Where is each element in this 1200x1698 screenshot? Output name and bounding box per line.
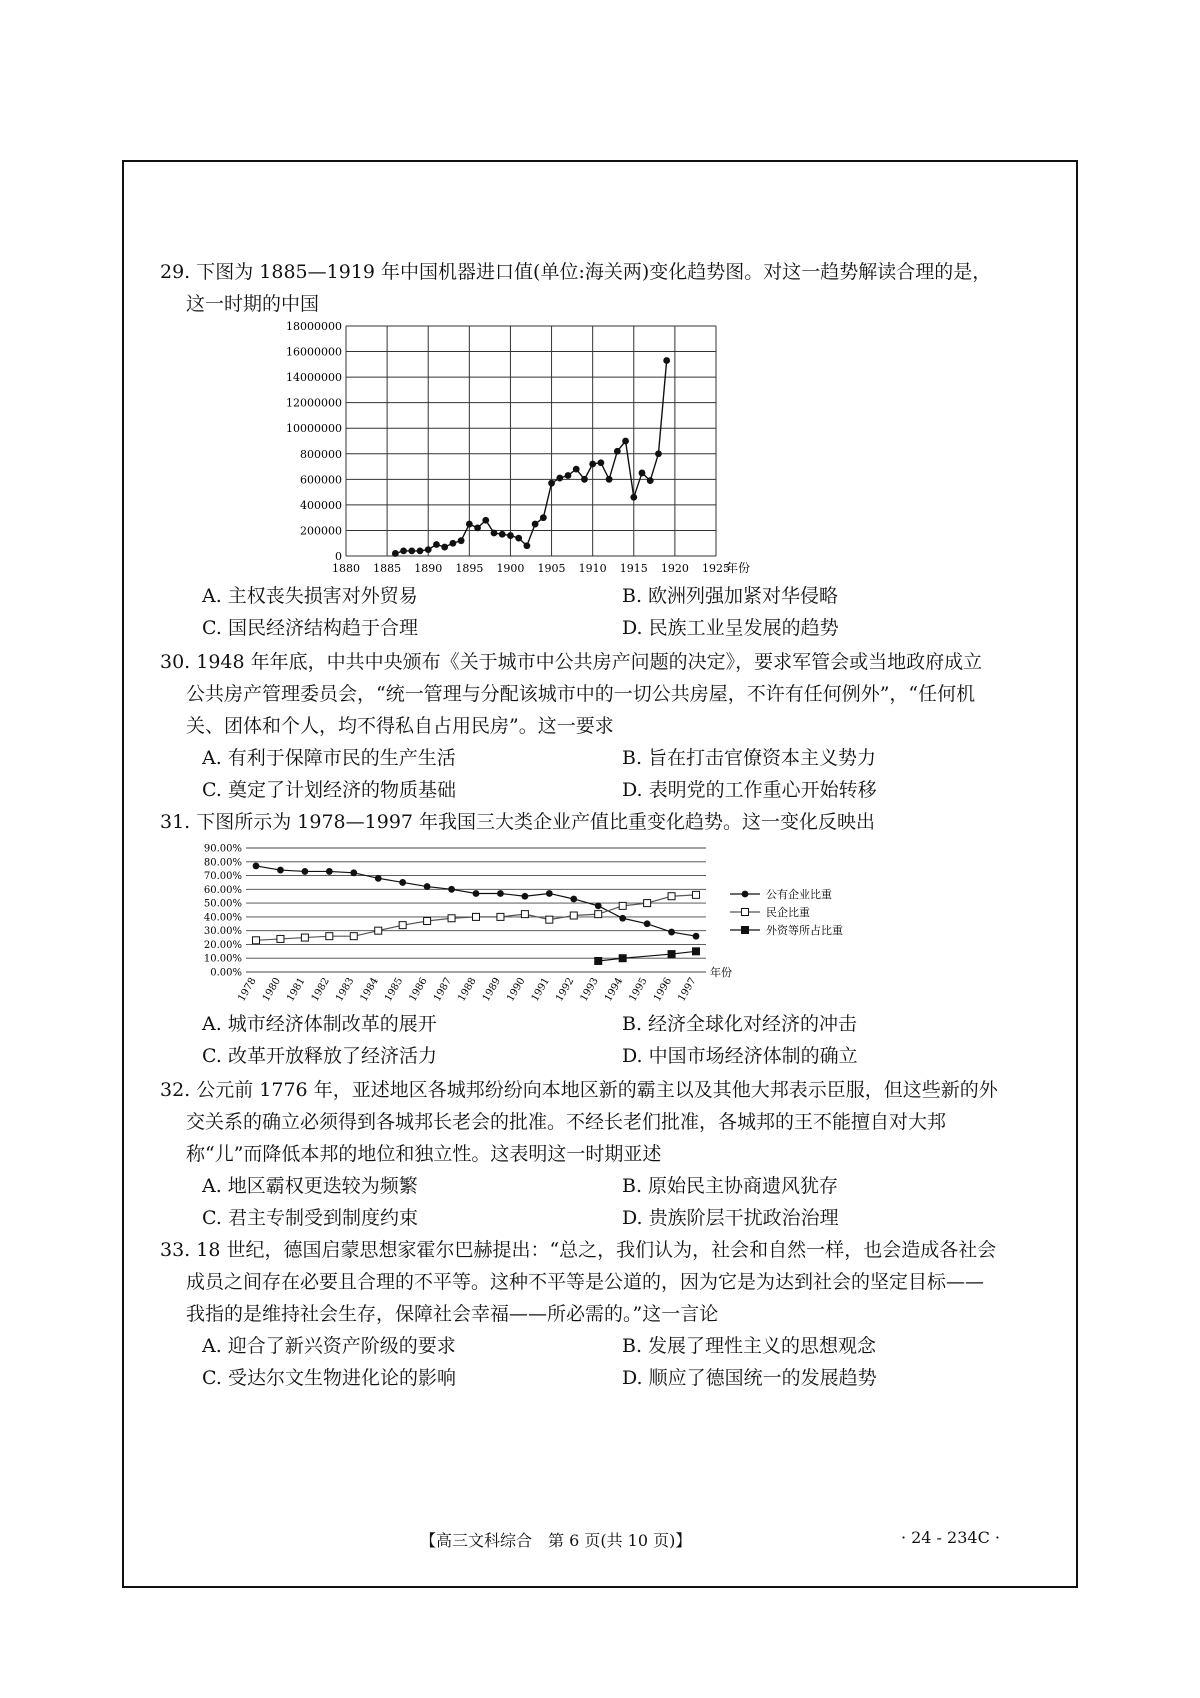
enterprise-share-chart [190, 840, 980, 1020]
y-tick-label: 12000000 [286, 396, 342, 410]
data-point [497, 890, 504, 897]
option-d[interactable]: D. 表明党的工作重心开始转移 [622, 779, 877, 801]
data-point [556, 475, 563, 482]
y-tick-label: 60.00% [203, 884, 242, 896]
data-point [573, 466, 580, 473]
data-point [448, 886, 455, 893]
x-tick-label: 1978 [236, 976, 259, 1004]
data-point [663, 357, 670, 364]
data-point [595, 902, 602, 909]
data-point [399, 879, 406, 886]
data-point [647, 477, 654, 484]
data-point [570, 896, 577, 903]
x-tick-label: 1984 [358, 976, 381, 1004]
y-tick-label: 40.00% [203, 912, 242, 924]
y-tick-label: 50.00% [203, 898, 242, 910]
y-tick-label: 80.00% [203, 857, 242, 869]
x-tick-label: 1992 [554, 976, 577, 1004]
option-a[interactable]: A. 城市经济体制改革的展开 [202, 1013, 437, 1035]
data-point [424, 883, 431, 890]
x-tick-label: 1994 [603, 976, 626, 1004]
question-30-stem: 30. 1948 年年底，中共中央颁布《关于城市中公共房产问题的决定》，要求军管会或当地政府成立公共房产管理委员会，“统一管理与分配该城市中的一切公共房屋，不许有任何例外”，“任何机关、团体和个人，均不得私自占用民房”。这一要求 [160, 651, 983, 737]
option-c[interactable]: C. 改革开放释放了经济活力 [202, 1045, 437, 1067]
option-b[interactable]: B. 经济全球化对经济的冲击 [622, 1013, 858, 1035]
question-29-stem: 29. 下图为 1885—1919 年中国机器进口值(单位:海关两)变化趋势图。对这一趋势解读合理的是，这一时期的中国 [160, 261, 992, 315]
y-tick-label: 400000 [300, 498, 342, 512]
option-b[interactable]: B. 欧洲列强加紧对华侵略 [622, 585, 839, 607]
data-point [507, 532, 514, 539]
y-tick-label: 0.00% [210, 967, 242, 979]
data-point [589, 461, 596, 468]
x-tick-label: 1880 [332, 562, 360, 575]
x-tick-label: 1885 [373, 562, 402, 575]
data-point [253, 863, 260, 870]
data-point [277, 867, 284, 874]
data-point [497, 913, 504, 920]
data-point [408, 547, 415, 554]
data-point [655, 450, 662, 457]
x-tick-label: 1915 [619, 562, 648, 575]
data-point [570, 912, 577, 919]
data-point [491, 530, 498, 537]
data-point [326, 868, 333, 875]
data-point [301, 868, 308, 875]
data-point [424, 918, 431, 925]
x-tick-label: 1989 [480, 976, 504, 1004]
data-point [595, 911, 602, 918]
data-point [619, 955, 626, 962]
option-d[interactable]: D. 贵族阶层干扰政治治理 [622, 1207, 839, 1229]
data-point [466, 521, 473, 528]
data-point [546, 916, 553, 923]
data-point [639, 470, 646, 477]
option-d[interactable]: D. 顺应了德国统一的发展趋势 [622, 1367, 877, 1389]
x-tick-label: 1925 [702, 562, 730, 575]
y-tick-label: 600000 [300, 473, 342, 487]
option-b[interactable]: B. 旨在打击官僚资本主义势力 [622, 747, 877, 769]
x-tick-label: 1900 [496, 562, 525, 575]
option-a[interactable]: A. 有利于保障市民的生产生活 [202, 747, 456, 769]
data-point [277, 935, 284, 942]
x-tick-label: 1988 [456, 976, 479, 1004]
y-tick-label: 20.00% [203, 939, 242, 951]
series-line [256, 866, 696, 936]
x-axis-label: 年份 [710, 966, 732, 979]
y-tick-label: 70.00% [203, 871, 242, 883]
data-point [644, 900, 651, 907]
data-point [614, 448, 621, 455]
x-tick-label: 1995 [627, 976, 650, 1004]
data-point [693, 948, 700, 955]
option-d[interactable]: D. 中国市场经济体制的确立 [622, 1045, 858, 1067]
data-point [644, 920, 651, 927]
question-29 [160, 256, 1000, 320]
y-tick-label: 30.00% [203, 926, 242, 938]
option-a[interactable]: A. 迎合了新兴资产阶级的要求 [202, 1335, 456, 1357]
y-tick-label: 90.00% [203, 843, 242, 855]
data-point [540, 514, 547, 521]
x-tick-label: 1890 [414, 562, 443, 575]
y-tick-label: 200000 [300, 524, 342, 538]
y-tick-label: 10000000 [286, 422, 342, 436]
question-29-options [160, 580, 1000, 644]
data-point [473, 913, 480, 920]
legend-label: 外资等所占比重 [766, 924, 843, 937]
data-point [595, 957, 602, 964]
data-point [482, 517, 489, 524]
data-point [473, 890, 480, 897]
option-a[interactable]: A. 地区霸权更迭较为频繁 [202, 1175, 418, 1197]
option-d[interactable]: D. 民族工业呈发展的趋势 [622, 617, 839, 639]
data-point [474, 524, 481, 531]
legend-marker [742, 891, 749, 898]
x-tick-label: 1895 [455, 562, 484, 575]
question-32 [160, 1074, 1000, 1234]
x-tick-label: 1986 [407, 976, 430, 1004]
data-point [521, 893, 528, 900]
y-tick-label: 10.00% [203, 953, 242, 965]
data-point [619, 902, 626, 909]
x-tick-label: 1996 [651, 976, 675, 1004]
x-tick-label: 1993 [578, 976, 601, 1004]
data-point [441, 544, 448, 551]
option-b[interactable]: B. 原始民主协商遗风犹存 [622, 1175, 839, 1197]
question-30 [160, 646, 1000, 806]
question-33 [160, 1234, 1000, 1394]
data-point [448, 915, 455, 922]
data-point [546, 890, 553, 897]
data-point [619, 915, 626, 922]
x-tick-label: 1983 [334, 976, 357, 1004]
option-c[interactable]: C. 君主专制受到制度约束 [202, 1207, 418, 1229]
question-31-stem: 31. 下图所示为 1978—1997 年我国三大类企业产值比重变化趋势。这一变化反映出 [160, 811, 876, 833]
data-point [449, 540, 456, 547]
y-tick-label: 18000000 [286, 320, 342, 333]
question-32-stem: 32. 公元前 1776 年，亚述地区各城邦纷纷向本地区新的霸主以及其他大邦表示臣服，但这些新的外交关系的确立必须得到各城邦长老会的批准。不经长老们批准，各城邦的王不能擅自对大邦称“儿”而降低本邦的地位和独立性。这表明这一时期亚述 [160, 1079, 998, 1165]
data-point [400, 547, 407, 554]
data-point [350, 869, 357, 876]
question-31 [160, 806, 1000, 838]
data-point [548, 480, 555, 487]
footer-page-info: 【高三文科综合 第 6 页(共 10 页)】 [420, 1531, 692, 1550]
x-tick-label: 1982 [309, 976, 332, 1004]
data-point [499, 531, 506, 538]
data-point [375, 927, 382, 934]
data-point [532, 521, 539, 528]
x-tick-label: 1991 [529, 976, 552, 1004]
x-tick-label: 1985 [383, 976, 406, 1004]
data-point [523, 542, 530, 549]
data-point [253, 937, 260, 944]
y-tick-label: 0 [335, 550, 342, 563]
data-point [417, 547, 424, 554]
data-point [326, 933, 333, 940]
x-axis-label: 年份 [726, 561, 751, 575]
option-c[interactable]: C. 奠定了计划经济的物质基础 [202, 779, 456, 801]
y-tick-label: 14000000 [286, 371, 342, 385]
series-line [598, 951, 696, 961]
option-a[interactable]: A. 主权丧失损害对外贸易 [202, 585, 418, 607]
data-point [606, 476, 613, 483]
data-point [622, 438, 629, 445]
data-point [458, 537, 465, 544]
option-b[interactable]: B. 发展了理性主义的思想观念 [622, 1335, 877, 1357]
data-point [399, 922, 406, 929]
legend-marker [742, 909, 749, 916]
data-point [515, 535, 522, 542]
x-tick-label: 1981 [285, 976, 308, 1004]
option-c[interactable]: C. 受达尔文生物进化论的影响 [202, 1367, 456, 1389]
data-point [693, 933, 700, 940]
data-point [693, 891, 700, 898]
data-point [597, 459, 604, 466]
y-tick-label: 800000 [300, 447, 342, 461]
y-tick-label: 16000000 [286, 345, 342, 359]
data-point [668, 951, 675, 958]
data-point [433, 541, 440, 548]
footer-code: · 24 - 234C · [900, 1528, 1000, 1547]
data-point [350, 933, 357, 940]
question-31-options [160, 1008, 1000, 1072]
x-tick-label: 1997 [676, 976, 699, 1004]
legend-label: 公有企业比重 [766, 888, 832, 901]
data-point [668, 893, 675, 900]
question-33-stem: 33. 18 世纪，德国启蒙思想家霍尔巴赫提出：“总之，我们认为，社会和自然一样，也会造成各社会成员之间存在必要且合理的不平等。这种不平等是公道的，因为它是为达到社会的坚定目标——我指的是维持社会生存，保障社会幸福——所必需的。”这一言论 [160, 1239, 997, 1325]
data-point [301, 934, 308, 941]
data-point [375, 875, 382, 882]
legend-marker [742, 927, 749, 934]
option-c[interactable]: C. 国民经济结构趋于合理 [202, 617, 418, 639]
data-point [521, 911, 528, 918]
x-tick-label: 1920 [660, 562, 689, 575]
x-tick-label: 1905 [537, 562, 566, 575]
legend-label: 民企比重 [766, 906, 810, 919]
data-point [630, 494, 637, 501]
series-line [395, 361, 666, 554]
data-point [581, 476, 588, 483]
x-tick-label: 1910 [578, 562, 607, 575]
x-tick-label: 1987 [431, 976, 455, 1004]
x-tick-label: 1980 [260, 976, 284, 1004]
data-point [425, 546, 432, 553]
data-point [668, 929, 675, 936]
data-point [565, 472, 572, 479]
data-point [392, 550, 399, 557]
machine-import-chart [270, 318, 810, 578]
x-tick-label: 1990 [505, 976, 528, 1004]
